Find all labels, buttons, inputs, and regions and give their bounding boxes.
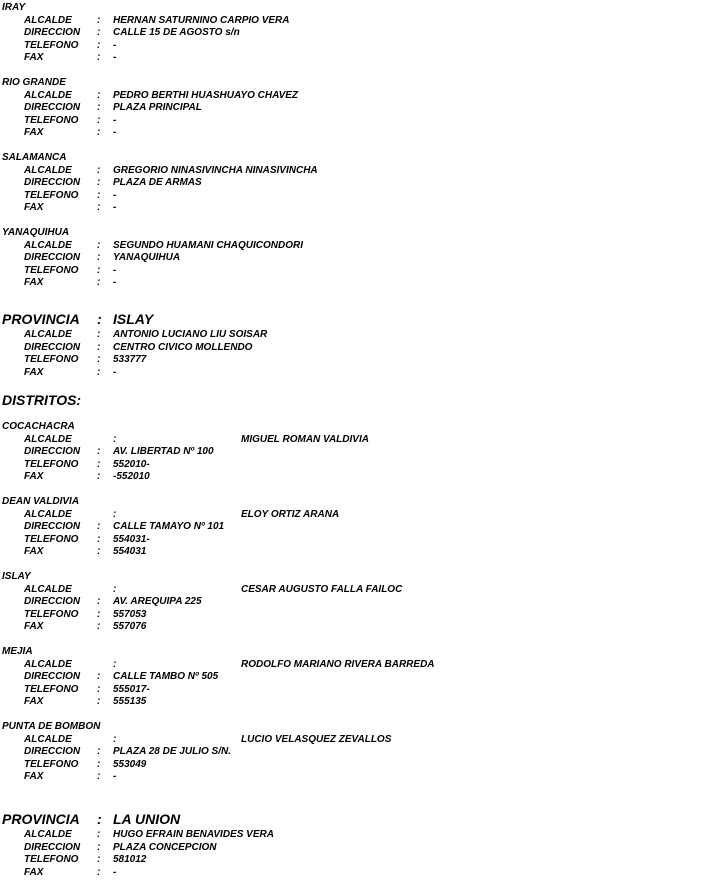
field-label-alcalde: ALCALDE <box>24 583 72 595</box>
districts-heading: DISTRITOS: <box>2 392 82 408</box>
district-name: SALAMANCA <box>2 152 67 163</box>
field-value-fax: - <box>113 366 117 378</box>
field-colon: : <box>97 446 101 457</box>
field-label-fax: FAX <box>24 202 44 213</box>
field-label-fax: FAX <box>24 52 44 63</box>
field-value-direccion: AV. LIBERTAD Nº 100 <box>113 446 214 457</box>
field-value-telefono: 555017- <box>113 683 150 695</box>
field-colon: : <box>97 533 101 545</box>
field-colon: : <box>97 458 101 470</box>
field-colon: : <box>97 27 101 38</box>
field-label-telefono: TELEFONO <box>24 854 79 865</box>
field-colon: : <box>97 52 101 63</box>
field-label-telefono: TELEFONO <box>24 608 79 620</box>
field-colon: : <box>97 596 101 607</box>
field-label-direccion: DIRECCION <box>24 177 81 188</box>
field-label-direccion: DIRECCION <box>24 596 81 607</box>
field-value-alcalde: GREGORIO NINASIVINCHA NINASIVINCHA <box>113 164 318 176</box>
field-colon: : <box>97 366 101 378</box>
field-label-fax: FAX <box>24 771 44 782</box>
field-colon: : <box>97 841 101 853</box>
field-value-direccion: CENTRO CIVICO MOLLENDO <box>113 341 253 353</box>
field-colon: : <box>97 239 101 251</box>
field-colon: : <box>97 114 101 126</box>
field-colon: : <box>97 252 101 263</box>
field-value-telefono: - <box>113 39 117 51</box>
field-colon: : <box>97 758 101 770</box>
field-label-direccion: DIRECCION <box>24 252 81 263</box>
field-value-fax: -552010 <box>113 471 150 482</box>
field-value-alcalde: HERNAN SATURNINO CARPIO VERA <box>113 14 290 26</box>
field-value-direccion: AV. AREQUIPA 225 <box>113 596 202 607</box>
field-label-fax: FAX <box>24 366 44 378</box>
field-label-telefono: TELEFONO <box>24 114 79 126</box>
field-colon: : <box>97 127 101 138</box>
field-colon: : <box>97 471 101 482</box>
field-colon: : <box>97 329 101 340</box>
field-value-direccion: PLAZA PRINCIPAL <box>113 102 202 113</box>
field-colon: : <box>113 433 117 445</box>
field-label-alcalde: ALCALDE <box>24 508 72 520</box>
field-colon: : <box>97 671 101 682</box>
field-label-fax: FAX <box>24 277 44 288</box>
district-name: IRAY <box>2 2 26 13</box>
field-label-alcalde: ALCALDE <box>24 829 72 840</box>
field-label-alcalde: ALCALDE <box>24 89 72 101</box>
field-label-telefono: TELEFONO <box>24 683 79 695</box>
district-name: MEJIA <box>2 646 33 657</box>
field-label-fax: FAX <box>24 471 44 482</box>
field-label-alcalde: ALCALDE <box>24 239 72 251</box>
field-value-direccion: YANAQUIHUA <box>113 252 181 263</box>
province-label: PROVINCIA <box>2 811 80 827</box>
field-colon: : <box>97 341 101 353</box>
field-colon: : <box>97 746 101 757</box>
field-colon: : <box>97 189 101 201</box>
field-colon: : <box>113 583 117 595</box>
field-value-telefono: 553049 <box>113 758 147 770</box>
district-name: PUNTA DE BOMBON <box>2 721 101 732</box>
field-value-telefono: 552010- <box>113 458 150 470</box>
field-value-alcalde: ELOY ORTIZ ARANA <box>241 508 340 520</box>
field-value-alcalde: RODOLFO MARIANO RIVERA BARREDA <box>241 658 435 670</box>
field-value-telefono: - <box>113 189 117 201</box>
field-value-alcalde: PEDRO BERTHI HUASHUAYO CHAVEZ <box>113 89 299 101</box>
field-value-fax: 557076 <box>113 621 147 632</box>
field-label-alcalde: ALCALDE <box>24 14 72 26</box>
field-label-telefono: TELEFONO <box>24 533 79 545</box>
field-value-fax: - <box>113 866 117 878</box>
field-label-direccion: DIRECCION <box>24 521 81 532</box>
field-label-alcalde: ALCALDE <box>24 329 72 340</box>
field-colon: : <box>97 164 101 176</box>
field-value-fax: - <box>113 52 117 63</box>
field-label-telefono: TELEFONO <box>24 458 79 470</box>
field-colon: : <box>113 658 117 670</box>
field-colon: : <box>97 354 101 365</box>
district-name: DEAN VALDIVIA <box>2 496 80 507</box>
field-value-direccion: CALLE TAMAYO Nº 101 <box>113 521 225 532</box>
field-colon: : <box>97 264 101 276</box>
field-colon: : <box>97 771 101 782</box>
field-value-fax: 554031 <box>113 546 147 557</box>
field-label-telefono: TELEFONO <box>24 189 79 201</box>
province-name: ISLAY <box>113 311 154 327</box>
field-value-telefono: - <box>113 114 117 126</box>
field-colon: : <box>97 177 101 188</box>
field-label-direccion: DIRECCION <box>24 102 81 113</box>
field-value-direccion: PLAZA CONCEPCION <box>113 841 217 853</box>
field-value-telefono: 554031- <box>113 533 150 545</box>
field-label-fax: FAX <box>24 621 44 632</box>
field-colon: : <box>97 866 101 878</box>
field-colon: : <box>97 829 101 840</box>
field-value-alcalde: CESAR AUGUSTO FALLA FAILOC <box>241 583 403 595</box>
field-colon: : <box>97 546 101 557</box>
field-colon: : <box>97 608 101 620</box>
field-value-fax: 555135 <box>113 696 147 707</box>
field-label-direccion: DIRECCION <box>24 27 81 38</box>
field-colon: : <box>97 683 101 695</box>
field-value-fax: - <box>113 127 117 138</box>
field-label-direccion: DIRECCION <box>24 841 81 853</box>
field-label-telefono: TELEFONO <box>24 758 79 770</box>
province-colon: : <box>97 811 102 827</box>
field-colon: : <box>97 621 101 632</box>
field-label-fax: FAX <box>24 127 44 138</box>
district-name: YANAQUIHUA <box>2 227 70 238</box>
field-label-direccion: DIRECCION <box>24 341 81 353</box>
field-value-alcalde: MIGUEL ROMAN VALDIVIA <box>241 433 369 445</box>
field-label-fax: FAX <box>24 546 44 557</box>
field-colon: : <box>97 89 101 101</box>
field-label-fax: FAX <box>24 866 44 878</box>
district-name: RIO GRANDE <box>2 77 66 88</box>
field-label-alcalde: ALCALDE <box>24 433 72 445</box>
field-colon: : <box>113 508 117 520</box>
province-label: PROVINCIA <box>2 311 80 327</box>
field-colon: : <box>97 277 101 288</box>
field-value-alcalde: SEGUNDO HUAMANI CHAQUICONDORI <box>113 239 303 251</box>
field-label-direccion: DIRECCION <box>24 446 81 457</box>
field-colon: : <box>97 202 101 213</box>
field-label-alcalde: ALCALDE <box>24 658 72 670</box>
field-label-alcalde: ALCALDE <box>24 164 72 176</box>
field-value-direccion: CALLE TAMBO Nº 505 <box>113 671 219 682</box>
field-value-fax: - <box>113 202 117 213</box>
field-colon: : <box>97 39 101 51</box>
field-label-telefono: TELEFONO <box>24 39 79 51</box>
field-value-telefono: 557053 <box>113 608 147 620</box>
field-label-direccion: DIRECCION <box>24 671 81 682</box>
field-colon: : <box>97 102 101 113</box>
field-value-telefono: 581012 <box>113 854 147 865</box>
field-value-alcalde: LUCIO VELASQUEZ ZEVALLOS <box>241 733 392 745</box>
field-value-fax: - <box>113 771 117 782</box>
field-value-direccion: PLAZA DE ARMAS <box>113 177 202 188</box>
province-name: LA UNION <box>113 811 181 827</box>
field-colon: : <box>97 14 101 26</box>
field-value-telefono: 533777 <box>113 354 147 365</box>
district-name: COCACHACRA <box>2 421 75 432</box>
field-value-direccion: CALLE 15 DE AGOSTO s/n <box>113 27 240 38</box>
field-label-direccion: DIRECCION <box>24 746 81 757</box>
field-label-alcalde: ALCALDE <box>24 733 72 745</box>
field-colon: : <box>113 733 117 745</box>
field-label-fax: FAX <box>24 696 44 707</box>
field-label-telefono: TELEFONO <box>24 354 79 365</box>
field-colon: : <box>97 696 101 707</box>
field-value-alcalde: ANTONIO LUCIANO LIU SOISAR <box>113 329 268 340</box>
field-colon: : <box>97 521 101 532</box>
district-name: ISLAY <box>2 571 31 582</box>
field-colon: : <box>97 854 101 865</box>
field-value-direccion: PLAZA 28 DE JULIO S/N. <box>113 746 231 757</box>
field-value-telefono: - <box>113 264 117 276</box>
field-value-fax: - <box>113 277 117 288</box>
field-value-alcalde: HUGO EFRAIN BENAVIDES VERA <box>113 829 274 840</box>
field-label-telefono: TELEFONO <box>24 264 79 276</box>
province-colon: : <box>97 311 102 327</box>
